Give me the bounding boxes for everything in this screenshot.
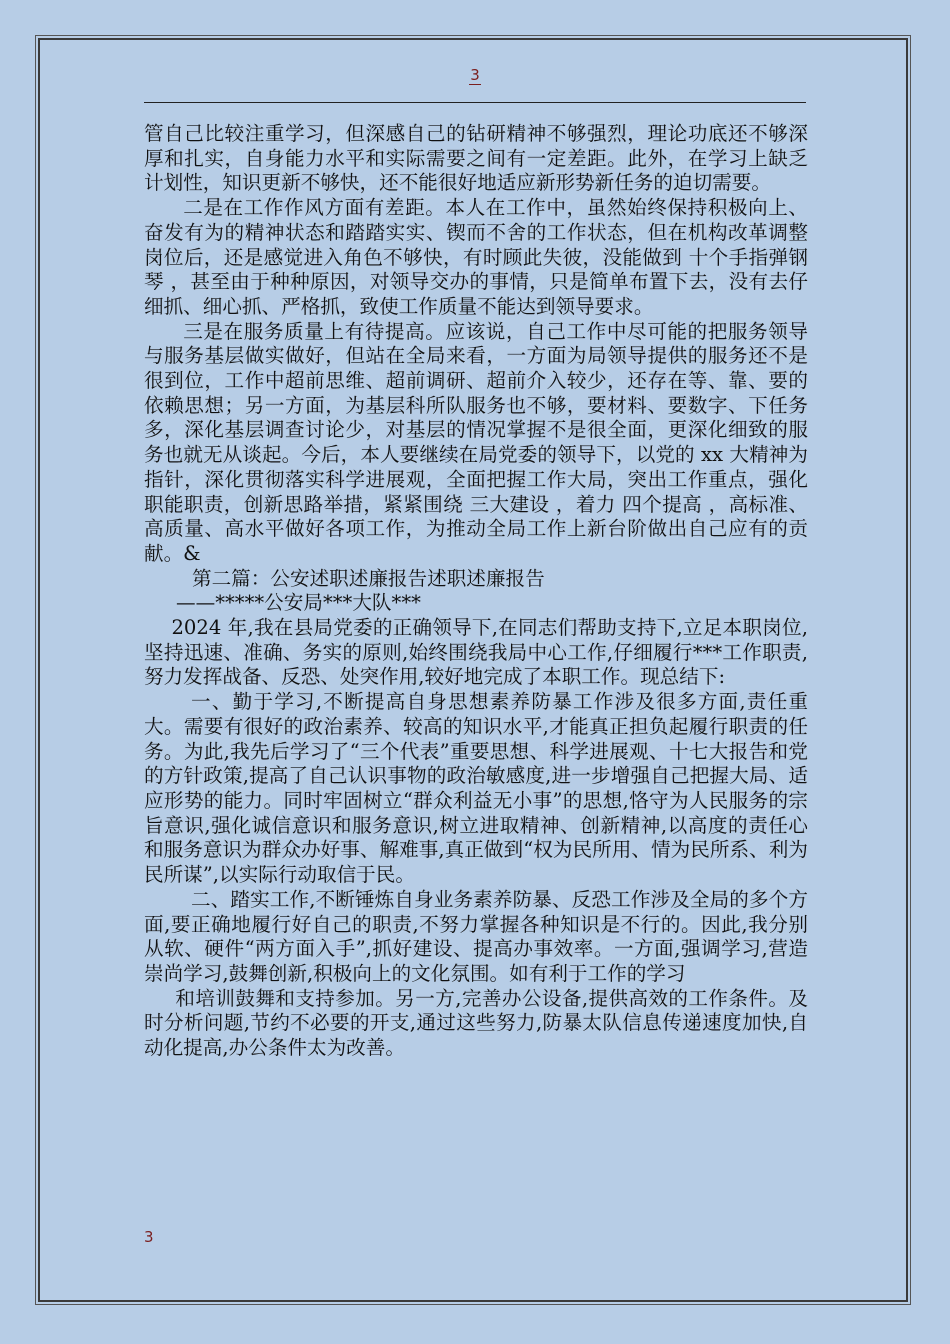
paragraph: 和培训鼓舞和支持参加。另一方,完善办公设备,提供高效的工作条件。及时分析问题,节约不必要的开支,通过这些努力,防暴太队信息传递速度加快,自动化提高,办公条件太为改善。 xyxy=(144,986,808,1060)
paragraph: 管自己比较注重学习，但深感自己的钻研精神不够强烈，理论功底还不够深厚和扎实，自身能力水平和实际需要之间有一定差距。此外，在学习上缺乏计划性，知识更新不够快，还不能很好地适应新形势新任务的迫切需要。 xyxy=(144,122,808,195)
section-title: 第二篇：公安述职述廉报告述职述廉报告 xyxy=(192,566,545,590)
paragraph: 2024 年,我在县局党委的正确领导下,在同志们帮助支持下,立足本职岗位,坚持迅速、准确、务实的原则,始终围绕我局中心工作,仔细履行***工作职责,努力发挥战备、反恐、处突作用,较好地完成了本职工作。现总结下: xyxy=(144,616,808,689)
document-body xyxy=(144,122,808,1061)
paragraph: 二、踏实工作,不断锤炼自身业务素养防暴、反恐工作涉及全局的多个方面,要正确地履行好自己的职责,不努力掌握各种知识是不行的。因此,我分别从软、硬件“两方面入手”,抓好建设、提高办事效率。一方面,强调学习,营造崇尚学习,鼓舞创新,积极向上的文化氛围。如有利于工作的学习 xyxy=(144,887,808,985)
section-subtitle: ——*****公安局***大队*** xyxy=(176,591,421,615)
paragraph: 一、勤于学习,不断提高自身思想素养防暴工作涉及很多方面,责任重大。需要有很好的政治素养、较高的知识水平,才能真正担负起履行职责的任务。为此,我先后学习了“三个代表”重要思想、科学进展观、十七大报告和党的方针政策,提高了自己认识事物的政治敏感度,进一步增强自己把握大局、适应形势的能力。同时牢固树立“群众利益无小事”的思想,恪守为人民服务的宗旨意识,强化诚信意识和服务意识,树立进取精神、创新精神,以高度的责任心和服务意识为群众办好事、解难事,真正做到“权为民所用、情为民所系、利为民所谋”,以实际行动取信于民。 xyxy=(144,690,808,887)
paragraph: 二是在工作作风方面有差距。本人在工作中，虽然始终保持积极向上、奋发有为的精神状态和踏踏实实、锲而不舍的工作状态，但在机构改革调整岗位后，还是感觉进入角色不够快，有时顾此失彼，没能做到 十个手指弹钢琴 ，甚至由于种种原因，对领导交办的事情，只是简单布置下去，没有去仔细抓、细心抓、严格抓，致使工作质量不能达到领导要求。 xyxy=(144,196,808,318)
page-number-bottom: 3 xyxy=(144,1228,154,1246)
page-number-top: 3 xyxy=(470,66,480,84)
paragraph: 三是在服务质量上有待提高。应该说，自己工作中尽可能的把服务领导与服务基层做实做好，但站在全局来看，一方面为局领导提供的服务还不是很到位，工作中超前思维、超前调研、超前介入较少，还存在等、靠、要的依赖思想；另一方面，为基层科所队服务也不够，要材料、要数字、下任务多，深化基层调查讨论少，对基层的情况掌握不是很全面，更深化细致的服务也就无从谈起。今后，本人要继续在局党委的领导下，以党的 xx 大精神为指针，深化贯彻落实科学进展观，全面把握工作大局，突出工作重点，强化职能职责，创新思路举措，紧紧围绕 三大建设 ，着力 四个提高 ，高标准、高质量、高水平做好各项工作，为推动全局工作上新台阶做出自己应有的贡献。& xyxy=(144,319,808,565)
header-rule xyxy=(144,102,806,103)
